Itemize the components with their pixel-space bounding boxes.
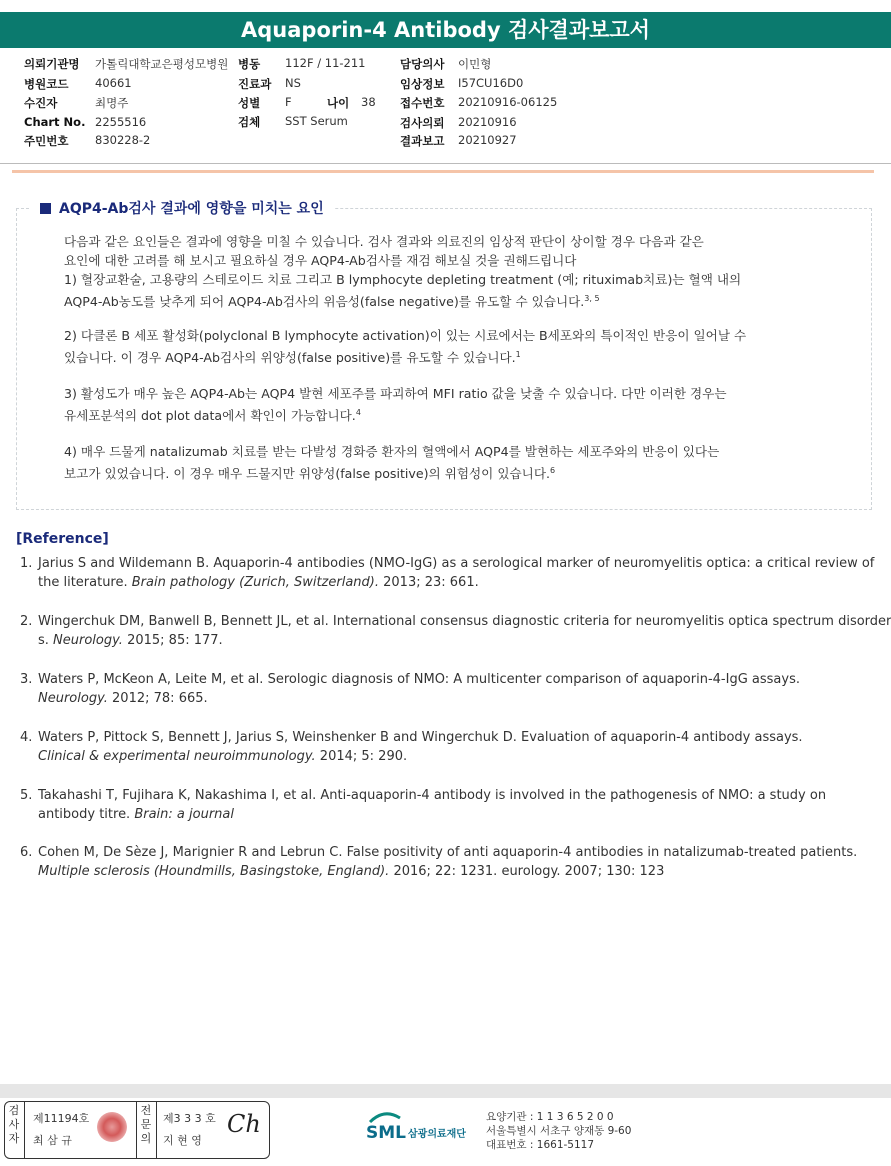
request-label: 검사의뢰 xyxy=(400,116,445,130)
hospital-code-value: 40661 xyxy=(95,76,132,90)
footer-band xyxy=(0,1084,891,1098)
ward-label: 병동 xyxy=(238,57,261,71)
ref-text: Cohen M, De Sèze J, Marignier R and Lebrun C. False positivity of anti aquaporin-4 antibodies in natalizumab-treated patients. xyxy=(38,845,858,860)
item4-line-1: 4) 매우 드물게 natalizumab 치료를 받는 다발성 경화증 환자의 혈액에서 AQP4를 발현하는 세포주와의 반응이 있다는 xyxy=(64,444,720,459)
item1-citation: 3, 5 xyxy=(584,294,600,303)
receipt-value: 20210916-06125 xyxy=(458,95,558,109)
footer-contact xyxy=(486,1110,631,1152)
patient-info xyxy=(0,48,891,164)
chart-value: 2255516 xyxy=(95,115,147,129)
divider xyxy=(136,1102,137,1158)
logo-text: SML xyxy=(366,1123,406,1143)
dept-value: NS xyxy=(285,76,301,90)
request-value: 20210916 xyxy=(458,115,517,129)
reference-item-2: 2. Wingerchuk DM, Banwell B, Bennett JL, et al. International consensus diagnostic criteria for neuromyelitis optica spectrum disorder s. Neurology. 2015; 85: 177. xyxy=(20,614,891,648)
item1-line-1: 1) 혈장교환술, 고용량의 스테로이드 치료 그리고 B lymphocyte depleting treatment (예; rituximab치료)는 혈액 내의 xyxy=(64,272,742,287)
dept-label: 진료과 xyxy=(238,77,272,91)
doctor-value: 이민형 xyxy=(458,57,492,71)
ref-number: 1. xyxy=(20,556,33,571)
institution-value: 가톨릭대학교은평성모병원 xyxy=(95,57,229,71)
ref-number: 5. xyxy=(20,788,33,803)
report-title: Aquaporin-4 Antibody 검사결과보고서 xyxy=(0,12,891,48)
item3-line-1: 3) 활성도가 매우 높은 AQP4-Ab는 AQP4 발현 세포주를 파괴하여 MFI ratio 값을 낮출 수 있습니다. 다만 이러한 경우는 xyxy=(64,386,727,401)
institution-label: 의뢰기관명 xyxy=(24,57,80,71)
item3-line-2: 유세포분석의 dot plot data에서 확인이 가능합니다.$^4$ xyxy=(64,408,361,424)
specialist-number: 제3 3 3 호 xyxy=(163,1112,216,1125)
divider xyxy=(24,1102,25,1158)
ref-number: 4. xyxy=(20,730,33,745)
care-code: 요양기관 : 1 1 3 6 5 2 0 0 xyxy=(486,1111,614,1123)
divider xyxy=(12,170,874,173)
ref-journal: Neurology. xyxy=(53,633,123,648)
sex-label: 성별 xyxy=(238,96,261,110)
inspector-name: 최 삼 규 xyxy=(33,1134,72,1147)
item4-line-2: 보고가 있었습니다. 이 경우 매우 드물지만 위양성(false positive)의 위험성이 있습니다.$^6$ xyxy=(64,466,556,482)
reference-item-3: 3. Waters P, McKeon A, Leite M, et al. Serologic diagnosis of NMO: A multicenter comparison of aquaporin-4-IgG assays. Neurology. 2012; 78: 665. xyxy=(20,672,800,706)
ref-journal: Multiple sclerosis (Houndmills, Basingstoke, England). xyxy=(38,864,390,879)
factors-title xyxy=(30,198,334,218)
phone: 대표번호 : 1661-5117 xyxy=(486,1139,595,1151)
intro-line-2: 요인에 대한 고려를 해 보시고 필요하실 경우 AQP4-Ab검사를 재검 해보실 것을 권해드립니다 xyxy=(64,253,577,268)
specialist-col-label: 전문의 xyxy=(140,1104,152,1145)
signature-stamp xyxy=(4,1101,270,1159)
receipt-label: 접수번호 xyxy=(400,96,445,110)
item2-citation: 1 xyxy=(515,350,521,359)
square-bullet-icon xyxy=(40,203,51,214)
recipient-value: 최명주 xyxy=(95,96,129,110)
clinical-value: I57CU16D0 xyxy=(458,76,524,90)
item4-citation: 6 xyxy=(550,466,556,475)
item2-line-2: 있습니다. 이 경우 AQP4-Ab검사의 위양성(false positive)를 유도할 수 있습니다.$^1$ xyxy=(64,350,521,366)
ref-number: 2. xyxy=(20,614,33,629)
specimen-value: SST Serum xyxy=(285,114,348,128)
age-label: 나이 xyxy=(327,96,350,110)
report-value: 20210927 xyxy=(458,133,517,147)
id-value: 830228-2 xyxy=(95,133,151,147)
reference-item-1: 1. Jarius S and Wildemann B. Aquaporin-4 antibodies (NMO-IgG) as a serological marker of neuromyelitis optica: a critical review of the literature. Brain pathology (Zurich, Switzerland). 2013; 23: 661. xyxy=(20,556,875,590)
reference-heading: [Reference] xyxy=(16,531,109,547)
specimen-label: 검체 xyxy=(238,115,261,129)
report-label: 결과보고 xyxy=(400,134,445,148)
hospital-code-label: 병원코드 xyxy=(24,77,69,91)
item3-citation: 4 xyxy=(355,408,361,417)
chart-label: Chart No. xyxy=(24,115,86,129)
specialist-name: 지 현 영 xyxy=(163,1134,202,1147)
ref-number: 6. xyxy=(20,845,33,860)
address: 서울특별시 서초구 양재동 9-60 xyxy=(486,1125,632,1137)
divider xyxy=(156,1102,157,1158)
factors-intro xyxy=(64,232,844,311)
clinical-label: 임상정보 xyxy=(400,77,445,91)
ref-journal: Clinical & experimental neuroimmunology. xyxy=(38,749,316,764)
id-label: 주민번호 xyxy=(24,134,69,148)
reference-item-5: 5. Takahashi T, Fujihara K, Nakashima I, et al. Anti-aquaporin-4 antibody is involved in the pathogenesis of NMO: a study on antibody titre. Brain: a journal xyxy=(20,788,827,822)
ref-text: Waters P, Pittock S, Bennett J, Jarius S, Weinshenker B and Wingerchuk D. Evaluation of aquaporin-4 antibody assays. xyxy=(38,730,803,745)
reference-item-4: 4. Waters P, Pittock S, Bennett J, Jarius S, Weinshenker B and Wingerchuk D. Evaluation of aquaporin-4 antibody assays. Clinical & experimental neuroimmunology. 2014; 5: 290. xyxy=(20,730,803,764)
age-value: 38 xyxy=(361,95,376,109)
ref-number: 3. xyxy=(20,672,33,687)
ref-text: Takahashi T, Fujihara K, Nakashima I, et al. Anti-aquaporin-4 antibody is involved in the pathogenesis of NMO: a study on xyxy=(38,788,827,803)
signature: Ch xyxy=(227,1110,261,1138)
factor-item-4 xyxy=(64,442,844,483)
inspector-number: 제11194호 xyxy=(33,1112,90,1125)
sml-logo xyxy=(366,1108,476,1148)
ref-journal: Neurology. xyxy=(38,691,108,706)
intro-line-1: 다음과 같은 요인들은 결과에 영향을 미칠 수 있습니다. 검사 결과와 의료진의 임상적 판단이 상이할 경우 다음과 같은 xyxy=(64,234,704,249)
ward-value: 112F / 11-211 xyxy=(285,56,366,70)
inspector-col-label: 검사자 xyxy=(8,1104,20,1145)
factor-item-2 xyxy=(64,326,844,367)
org-name: 삼광의료재단 xyxy=(408,1129,466,1140)
ref-text: Jarius S and Wildemann B. Aquaporin-4 antibodies (NMO-IgG) as a serological marker of neuromyelitis optica: a critical review of xyxy=(38,556,875,571)
ref-text: Waters P, McKeon A, Leite M, et al. Serologic diagnosis of NMO: A multicenter comparison of aquaporin-4-IgG assays. xyxy=(38,672,800,687)
reference-item-6: 6. Cohen M, De Sèze J, Marignier R and Lebrun C. False positivity of anti aquaporin-4 antibodies in natalizumab-treated patients. Multiple sclerosis (Houndmills, Basingstoke, England). 2016; 22: 1231. eurology. 2007; 130: 123 xyxy=(20,845,858,879)
ref-text: Wingerchuk DM, Banwell B, Bennett JL, et al. International consensus diagnostic criteria for neuromyelitis optica spectrum disorder xyxy=(38,614,891,629)
factors-title-text: AQP4-Ab검사 결과에 영향을 미치는 요인 xyxy=(59,201,324,217)
ref-journal: Brain pathology (Zurich, Switzerland). xyxy=(131,575,379,590)
doctor-label: 담당의사 xyxy=(400,57,445,71)
sex-value: F xyxy=(285,95,292,109)
factor-item-3 xyxy=(64,384,844,425)
seal-icon xyxy=(97,1112,127,1142)
item2-line-1: 2) 다클론 B 세포 활성화(polyclonal B lymphocyte activation)이 있는 시료에서는 B세포와의 특이적인 반응이 일어날 수 xyxy=(64,328,747,343)
item1-line-2: AQP4-Ab농도를 낮추게 되어 AQP4-Ab검사의 위음성(false negative)를 유도할 수 있습니다.$^{3, 5}$ xyxy=(64,294,600,310)
recipient-label: 수진자 xyxy=(24,96,58,110)
ref-journal: Brain: a journal xyxy=(134,807,234,822)
